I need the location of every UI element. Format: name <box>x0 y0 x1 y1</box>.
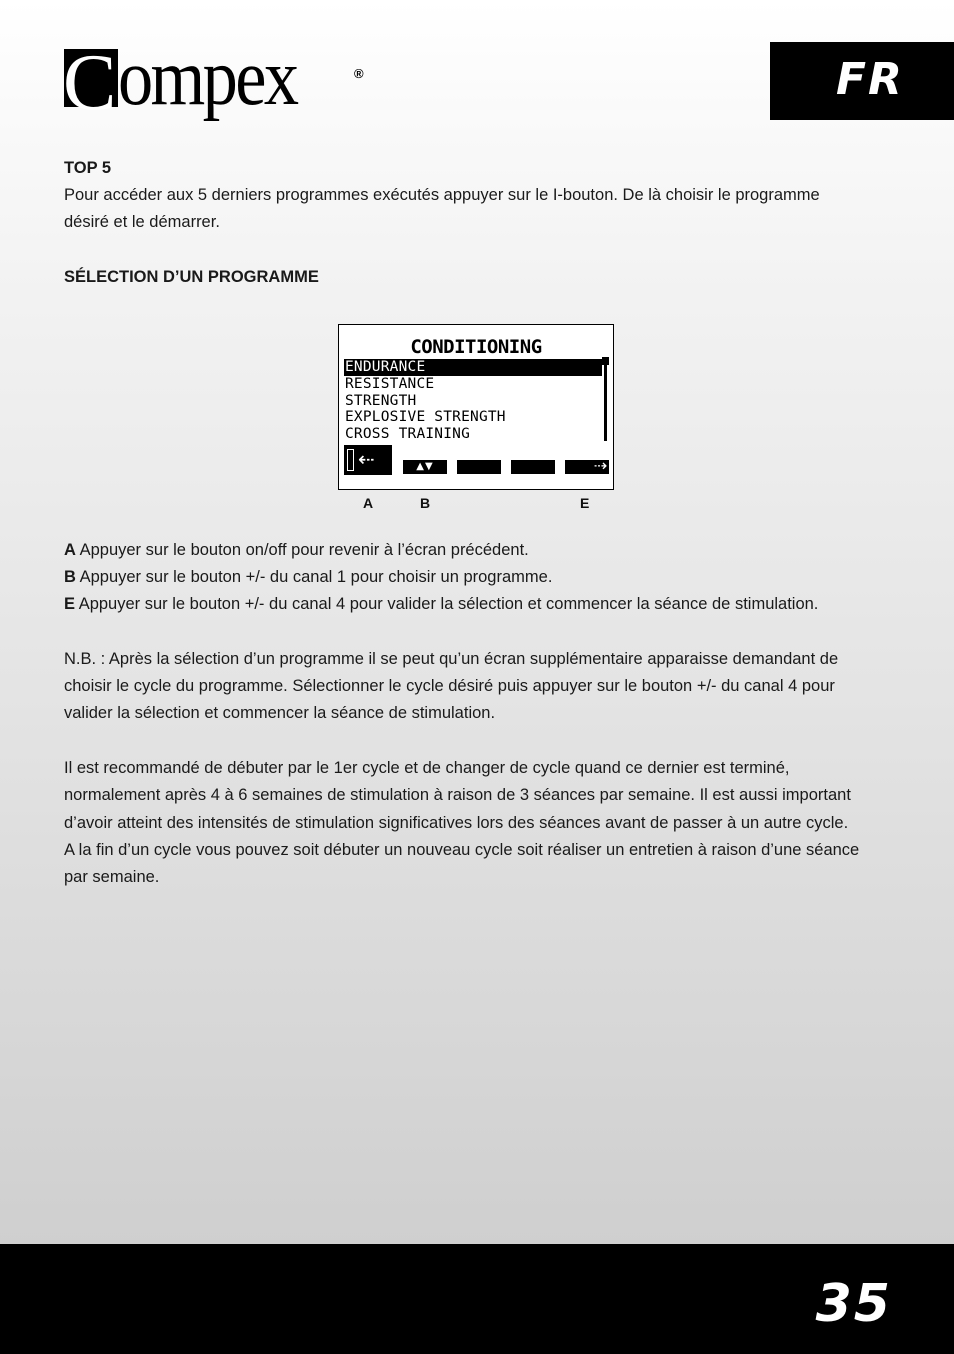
top5-line-1: Pour accéder aux 5 derniers programmes exécutés appuyer sur le I-bouton. De là choisir le programme <box>64 186 820 204</box>
up-down-icon: ▲▼ <box>416 461 434 472</box>
page-number: 35 <box>815 1274 892 1334</box>
recommendation-line-5: par semaine. <box>64 868 160 886</box>
logo-c-box <box>63 39 118 127</box>
back-button-icon <box>344 445 392 475</box>
program-item-selected: ENDURANCE <box>344 359 602 376</box>
program-list <box>344 359 602 443</box>
instruction-key: A <box>64 541 76 559</box>
instruction-a <box>64 537 894 564</box>
label-e: E <box>580 495 590 511</box>
recommendation-line-4: A la fin d’un cycle vous pouvez soit débuter un nouveau cycle soit réaliser un entretien à raison d’une séance <box>64 841 860 859</box>
recommendation-line-3: d’avoir atteint des intensités de stimulation significatives lors des séances avant de passer à un autre cycle. <box>64 814 849 832</box>
language-tab <box>770 42 954 120</box>
language-label: FR <box>836 54 904 105</box>
top5-heading: TOP 5 <box>64 159 112 177</box>
battery-icon <box>347 449 354 471</box>
program-item: CROSS TRAINING <box>345 426 471 443</box>
recommendation-line-1: Il est recommandé de débuter par le 1er cycle et de changer de cycle quand ce dernier est terminé, <box>64 759 790 777</box>
instruction-b <box>64 564 894 591</box>
screen-title: CONDITIONING <box>410 336 542 358</box>
label-a: A <box>363 495 374 511</box>
compex-logo <box>63 34 374 127</box>
device-screen <box>338 324 614 490</box>
label-b: B <box>420 495 431 511</box>
back-arrow-icon: ⇠ <box>358 447 375 471</box>
program-item: RESISTANCE <box>345 375 435 392</box>
logo-wordmark: ompex <box>118 34 297 122</box>
instruction-text: Appuyer sur le bouton +/- du canal 4 pour valider la sélection et commencer la séance de stimulation. <box>75 595 819 613</box>
note-line-2: choisir le cycle du programme. Sélectionner le cycle désiré puis appuyer sur le bouton +/- du canal 4 pour <box>64 677 835 695</box>
top5-line-2: désiré et le démarrer. <box>64 213 220 231</box>
up-down-button-icon <box>403 460 447 474</box>
note-line-3: valider la sélection et commencer la séance de stimulation. <box>64 704 496 722</box>
instruction-key: E <box>64 595 76 613</box>
scroll-thumb <box>602 357 609 365</box>
recommendation-line-2: normalement après 4 à 6 semaines de stimulation à raison de 3 séances par semaine. Il est aussi important <box>64 786 851 804</box>
program-item: STRENGTH <box>345 392 417 409</box>
selection-heading: SÉLECTION D’UN PROGRAMME <box>64 268 319 286</box>
program-item: EXPLOSIVE STRENGTH <box>345 409 506 426</box>
footer-bar <box>0 1244 954 1354</box>
instruction-e <box>64 591 894 618</box>
logo-c-letter: C <box>63 39 115 127</box>
blank-button <box>511 460 555 474</box>
instruction-text: Appuyer sur le bouton +/- du canal 1 pour choisir un programme. <box>75 568 553 586</box>
registered-mark: ® <box>354 66 364 81</box>
forward-arrow-icon: ⇢ <box>593 456 607 475</box>
instruction-key: B <box>64 568 76 586</box>
instruction-text: Appuyer sur le bouton on/off pour revenir à l’écran précédent. <box>75 541 529 559</box>
blank-button <box>457 460 501 474</box>
forward-button-icon <box>565 456 609 475</box>
scrollbar <box>604 357 607 441</box>
note-line-1: N.B. : Après la sélection d’un programme il se peut qu’un écran supplémentaire apparaisse demandant de <box>64 650 839 668</box>
